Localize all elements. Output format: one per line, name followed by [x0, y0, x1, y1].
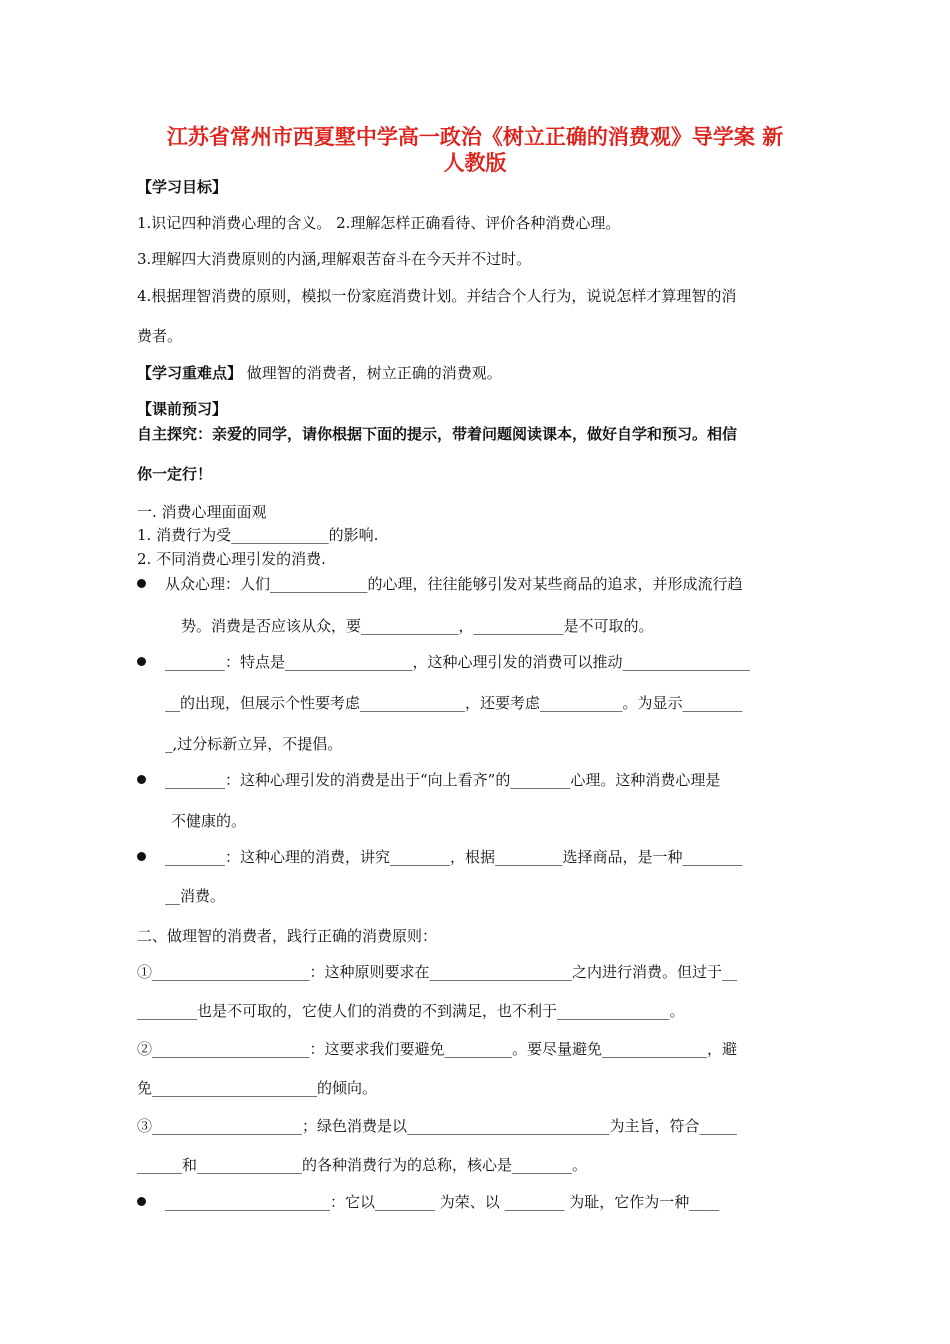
principle-3-line-1: ③____________________；绿色消费是以___________________________为主旨，符合_____ [137, 1117, 738, 1135]
bullet-2-line-2: __的出现，但展示个性要考虑______________，还要考虑___________。为显示________ [165, 694, 743, 712]
title-line-2: 人教版 [443, 151, 507, 175]
section-1-heading: 一. 消费心理面面观 [137, 503, 267, 521]
bullet-3-line-2: 不健康的。 [171, 812, 247, 830]
self-study-line-2: 你一定行！ [137, 465, 213, 483]
bullet-1-line-1: 从众心理：人们_____________的心理，往往能够引发对某些商品的追求，并形成流行趋 [165, 575, 743, 593]
title-line-1: 江苏省常州市西夏墅中学高一政治《树立正确的消费观》导学案 新 [166, 125, 784, 149]
key-points-text: 做理智的消费者，树立正确的消费观。 [242, 364, 502, 382]
bullet-icon [137, 852, 146, 861]
section-1-item-2: 2. 不同消费心理引发的消费. [137, 550, 326, 568]
bullet-icon [137, 657, 146, 666]
bullet-4-line-1: ________：这种心理的消费，讲究________，根据_________选择商品，是一种________ [165, 848, 743, 866]
principle-1-line-1: ①_____________________：这种原则要求在___________________之内进行消费。但过于__ [137, 963, 738, 981]
document-title [130, 124, 820, 176]
principle-3-line-2: ______和______________的各种消费行为的总称，核心是________。 [137, 1156, 588, 1174]
principle-2-line-1: ②_____________________：这要求我们要避免_________。要尽量避免______________，避 [137, 1040, 738, 1058]
self-study-line-1: 自主探究：亲爱的同学，请你根据下面的提示，带着问题阅读课本，做好自学和预习。相信 [137, 425, 738, 443]
goals-heading: 【学习目标】 [137, 178, 228, 196]
goal-3: 3.理解四大消费原则的内涵,理解艰苦奋斗在今天并不过时。 [137, 250, 532, 268]
key-points-heading: 【学习重难点】 [137, 364, 243, 382]
bullet-icon [137, 579, 146, 588]
bullet-5-line-1: ______________________：它以________ 为荣、以 ________ 为耻，它作为一种____ [165, 1193, 720, 1211]
key-points [137, 364, 502, 382]
goal-4-line-1: 4.根据理智消费的原则，模拟一份家庭消费计划。并结合个人行为，说说怎样才算理智的消 [137, 287, 737, 305]
principle-2-line-2: 免______________________的倾向。 [137, 1079, 378, 1097]
goal-1: 1.识记四种消费心理的含义。 2.理解怎样正确看待、评价各种消费心理。 [137, 214, 621, 232]
goal-4-line-2: 费者。 [137, 327, 183, 345]
bullet-2-line-3: _,过分标新立异，不提倡。 [165, 735, 343, 753]
bullet-1-line-2: 势。消费是否应该从众，要_____________，____________是不可取的。 [181, 617, 654, 635]
bullet-3-line-1: ________：这种心理引发的消费是出于“向上看齐”的________心理。这种消费心理是 [165, 771, 721, 789]
bullet-icon [137, 1197, 146, 1206]
bullet-4-line-2: __消费。 [165, 887, 226, 905]
bullet-icon [137, 775, 146, 784]
bullet-2-line-1: ________：特点是_________________，这种心理引发的消费可以推动_________________ [165, 653, 751, 671]
preview-heading: 【课前预习】 [137, 400, 228, 418]
section-1-item-1: 1. 消费行为受_____________的影响. [137, 526, 379, 544]
principle-1-line-2: ________也是不可取的，它使人们的消费的不到满足，也不利于_______________。 [137, 1002, 685, 1020]
section-2-heading: 二、做理智的消费者，践行正确的消费原则： [137, 927, 438, 945]
